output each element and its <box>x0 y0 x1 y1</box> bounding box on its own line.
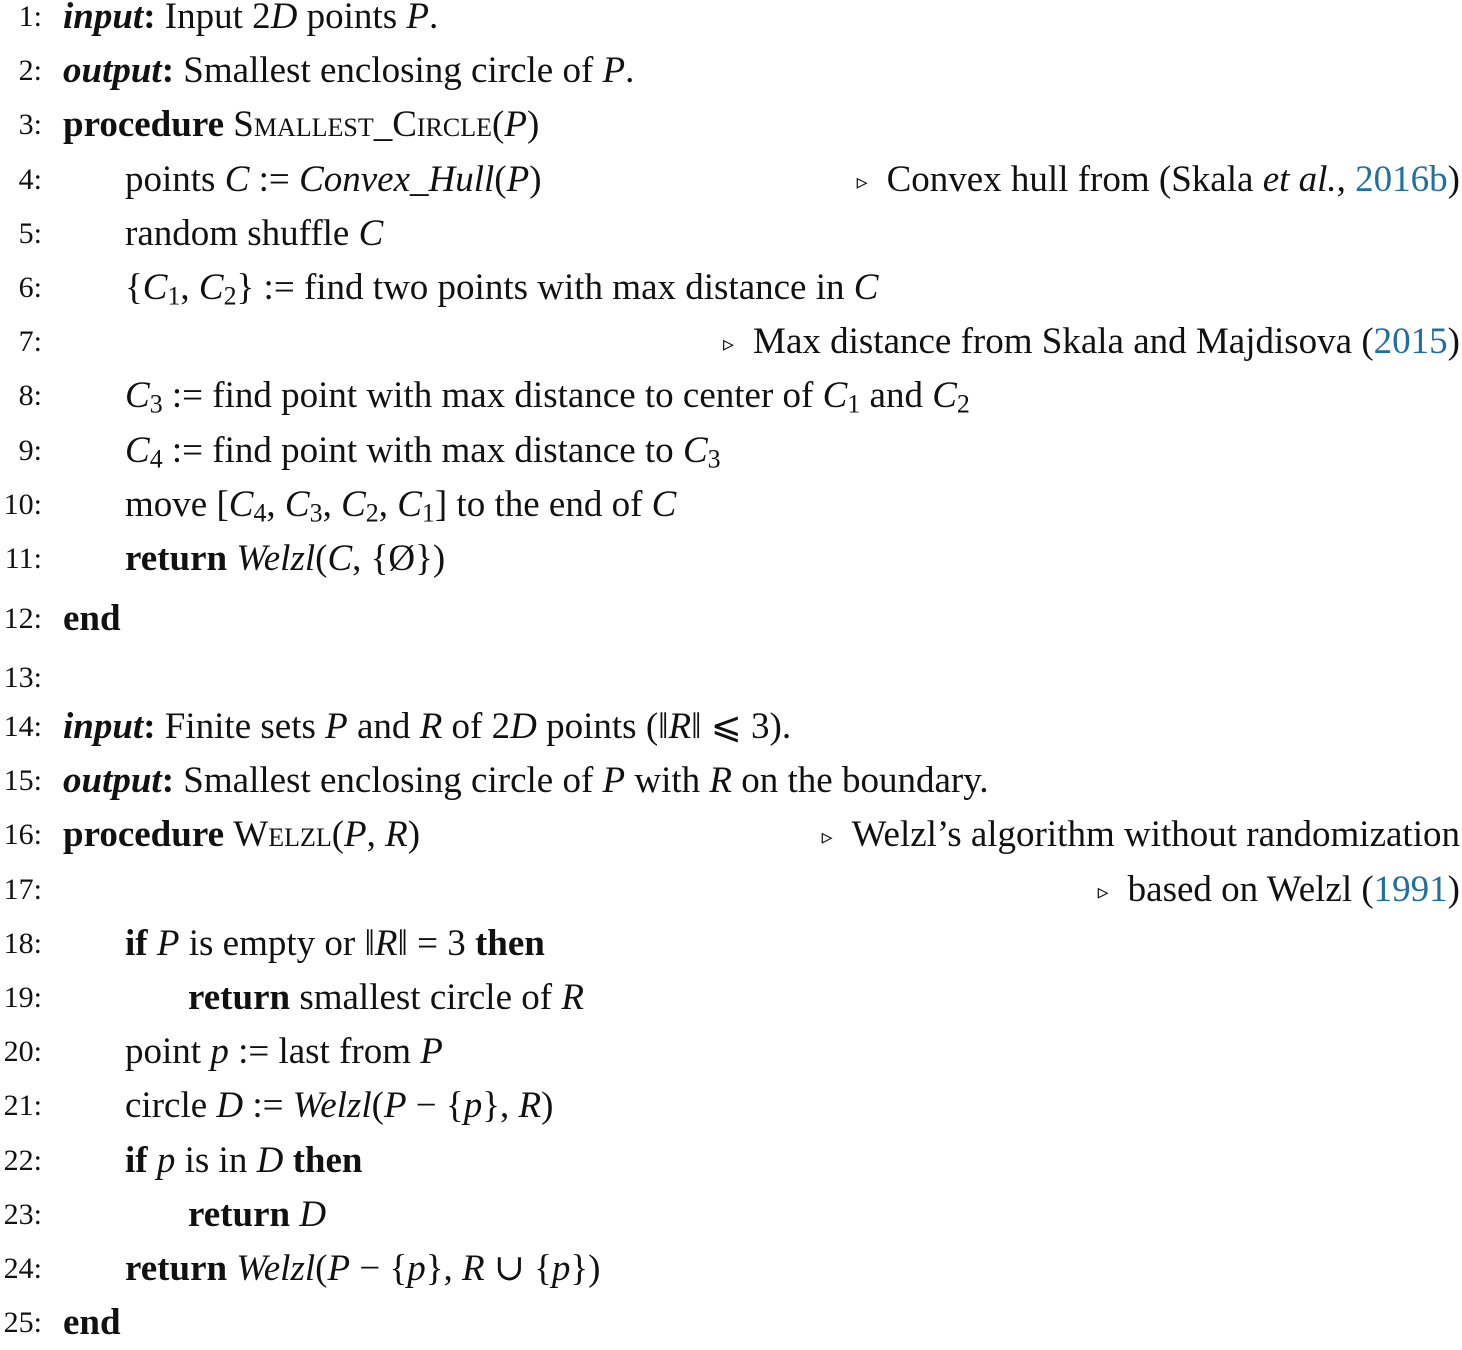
line-code: input: Input 2D points P. <box>63 0 439 37</box>
algorithm-line <box>0 0 1462 44</box>
line-number: 19: <box>3 981 42 1014</box>
algorithm-line <box>0 651 1462 705</box>
line-comment <box>822 808 1460 864</box>
line-code: return smallest circle of R <box>188 977 584 1018</box>
comment-text: Convex hull from (Skala et al., 2016b) <box>886 159 1460 200</box>
algorithm-line <box>0 44 1462 98</box>
line-code: if P is empty or ‖R‖ = 3 then <box>125 923 545 964</box>
algorithm-line <box>0 153 1462 207</box>
algorithm-line <box>0 808 1462 862</box>
line-code: input: Finite sets P and R of 2D points (‖R‖ ⩽ 3). <box>63 706 792 747</box>
line-code: end <box>63 598 121 639</box>
line-number: 8: <box>18 379 42 412</box>
line-code: {$C_1$, $C_2$} := find two points with max distance in C <box>125 267 879 311</box>
algorithm-line <box>0 1134 1462 1188</box>
line-number: 12: <box>3 602 42 635</box>
line-code: end <box>63 1302 121 1343</box>
algorithm-line <box>0 917 1462 971</box>
line-code: return D <box>188 1194 327 1235</box>
line-number: 11: <box>4 542 42 575</box>
line-code: points C := Convex_Hull(P) <box>125 159 542 200</box>
line-comment <box>723 315 1460 371</box>
line-number: 23: <box>3 1198 42 1231</box>
line-number: 18: <box>3 927 42 960</box>
line-number: 25: <box>3 1306 42 1339</box>
algorithm-line <box>0 754 1462 808</box>
line-number: 17: <box>3 873 42 906</box>
line-code: return Welzl(C, {Ø}) <box>125 538 446 579</box>
line-code: return Welzl(P − {p}, R ∪ {p}) <box>125 1248 601 1289</box>
comment-triangle-icon: ▹ <box>1097 879 1109 904</box>
line-number: 5: <box>18 217 42 250</box>
line-number: 22: <box>3 1144 42 1177</box>
line-number: 6: <box>18 271 42 304</box>
algorithm-line <box>0 700 1462 754</box>
comment-text: Welzl’s algorithm without randomization <box>851 814 1460 855</box>
line-number: 16: <box>3 818 42 851</box>
line-code: random shuffle C <box>125 213 384 254</box>
algorithm-line <box>0 1025 1462 1079</box>
line-code: output: Smallest enclosing circle of P with R on the boundary. <box>63 760 989 801</box>
algorithm-line <box>0 478 1462 532</box>
line-comment <box>1098 863 1460 919</box>
algorithm-line <box>0 261 1462 315</box>
line-code: $C_4$ := find point with max distance to $C_3$ <box>125 430 721 474</box>
algorithm-line <box>0 424 1462 478</box>
comment-triangle-icon: ▹ <box>723 331 735 356</box>
line-number: 9: <box>18 434 42 467</box>
algorithm-line <box>0 369 1462 423</box>
comment-triangle-icon: ▹ <box>821 824 833 849</box>
algorithm-line <box>0 98 1462 152</box>
algorithm-line <box>0 1242 1462 1296</box>
algorithm-line <box>0 971 1462 1025</box>
line-number: 10: <box>3 488 42 521</box>
algorithm-line <box>0 1079 1462 1133</box>
line-number: 1: <box>18 0 42 33</box>
line-number: 24: <box>3 1252 42 1285</box>
line-number: 3: <box>18 108 42 141</box>
line-code: if p is in D then <box>125 1140 363 1181</box>
algorithm-line <box>0 1188 1462 1242</box>
comment-text: based on Welzl (1991) <box>1127 869 1460 910</box>
algorithm-line <box>0 863 1462 917</box>
line-code: procedure Smallest_Circle(P) <box>63 104 540 145</box>
algorithm-line <box>0 1296 1462 1350</box>
line-number: 20: <box>3 1035 42 1068</box>
comment-text: Max distance from Skala and Majdisova (2015) <box>753 321 1460 362</box>
line-code: point p := last from P <box>125 1031 443 1072</box>
algorithm-line <box>0 315 1462 369</box>
line-code: circle D := Welzl(P − {p}, R) <box>125 1085 554 1126</box>
algorithm-line <box>0 207 1462 261</box>
algorithm-line <box>0 592 1462 646</box>
line-number: 14: <box>3 710 42 743</box>
line-number: 13: <box>3 661 42 694</box>
algorithm-line <box>0 532 1462 586</box>
line-number: 2: <box>18 54 42 87</box>
comment-triangle-icon: ▹ <box>856 169 868 194</box>
line-code: move [$C_4$, $C_3$, $C_2$, $C_1$] to the end of C <box>125 484 677 528</box>
line-code: procedure Welzl(P, R) <box>63 814 421 855</box>
line-number: 15: <box>3 764 42 797</box>
line-number: 4: <box>18 163 42 196</box>
line-number: 21: <box>3 1089 42 1122</box>
line-number: 7: <box>18 325 42 358</box>
line-code: $C_3$ := find point with max distance to center of $C_1$ and $C_2$ <box>125 375 970 419</box>
line-comment <box>857 153 1460 209</box>
line-code: output: Smallest enclosing circle of P. <box>63 50 635 91</box>
